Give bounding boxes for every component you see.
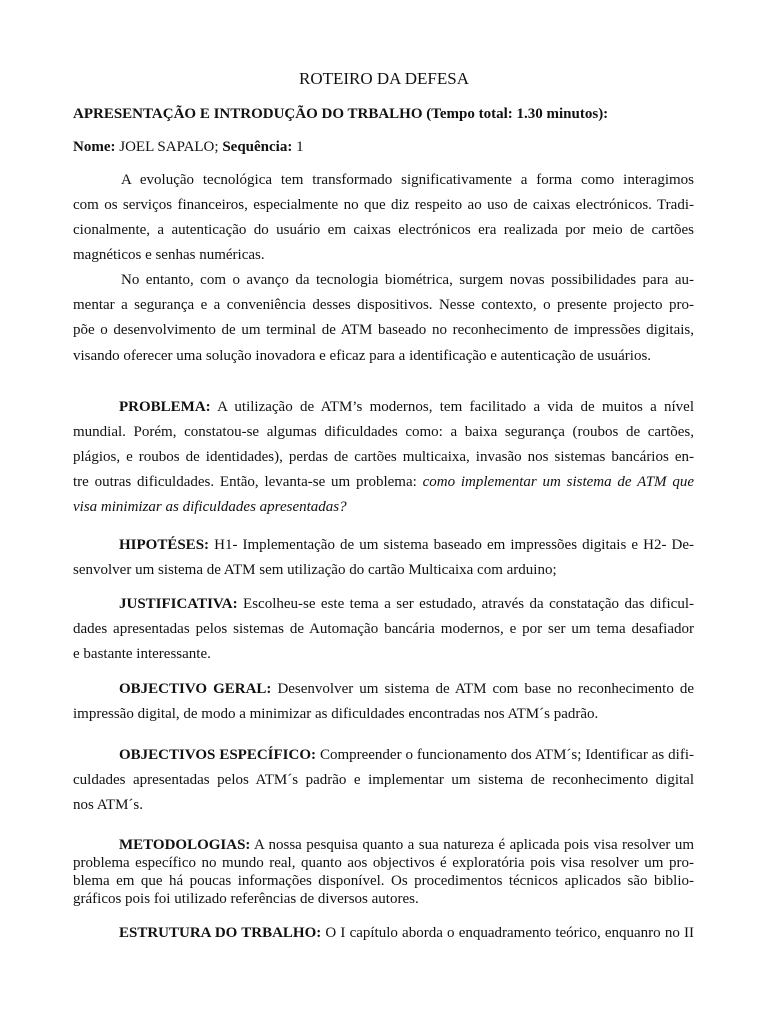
justificativa-line: dades apresentadas pelos sistemas de Automação bancária modernos, e por ser um tema desafiador (73, 621, 694, 637)
intro-p1-line: magnéticos e senhas numéricas. (73, 247, 265, 263)
page-title: ROTEIRO DA DEFESA (298, 69, 469, 88)
metodologias-line: METODOLOGIAS: A nossa pesquisa quanto a sua natureza é aplicada pois visa resolver um (119, 837, 694, 853)
metodologias-line: problema específico no mundo real, quanto aos objectivos é exploratória pois visa resolver um pro- (73, 855, 694, 871)
metodologias-line: gráficos pois foi utilizado referências de diversos autores. (73, 891, 419, 907)
hipoteses-line: HIPOTÉSES: H1- Implementação de um sistema baseado em impressões digitais e H2- De- (119, 537, 694, 553)
intro-p2-line: põe o desenvolvimento de um terminal de ATM baseado no reconhecimento de impressões digitais, (73, 322, 694, 338)
problema-line: mundial. Porém, constatou-se algumas dificuldades como: a baixa segurança (roubos de cartões, (73, 424, 694, 440)
intro-p2-line: visando oferecer uma solução inovadora e eficaz para a identificação e autenticação de usuários. (73, 348, 652, 364)
objectivo-geral-line: impressão digital, de modo a minimizar as dificuldades encontradas nos ATM´s padrão. (73, 706, 599, 722)
section-heading: APRESENTAÇÃO E INTRODUÇÃO DO TRBALHO (Tempo total: 1.30 minutos): (73, 106, 609, 122)
intro-p1-line: A evolução tecnológica tem transformado significativamente a forma como interagimos (121, 172, 694, 188)
hipoteses-line: senvolver um sistema de ATM sem utilização do cartão Multicaixa com arduino; (73, 562, 557, 578)
objectivos-especifico-line: nos ATM´s. (73, 797, 144, 813)
objectivos-especifico-line: culdades apresentadas pelos ATM´s padrão e implementar um sistema de reconhecimento digital (73, 772, 694, 788)
estrutura-line: ESTRUTURA DO TRBALHO: O I capítulo aborda o enquadramento teórico, enquanro no II (119, 925, 694, 941)
intro-p1-line: cionalmente, a autenticação do usuário em caixas electrónicos era realizada por meio de cartões (73, 222, 694, 238)
name-line: Nome: JOEL SAPALO; Sequência: 1 (73, 139, 304, 155)
objectivos-especifico-line: OBJECTIVOS ESPECÍFICO: Compreender o funcionamento dos ATM´s; Identificar as difi- (119, 747, 694, 763)
justificativa-line: e bastante interessante. (73, 646, 211, 662)
metodologias-line: blema em que há poucas informações disponível. Os procedimentos técnicos aplicados são biblio- (73, 873, 694, 889)
objectivo-geral-line: OBJECTIVO GERAL: Desenvolver um sistema de ATM com base no reconhecimento de (119, 681, 695, 697)
problema-line: visa minimizar as dificuldades apresentadas? (73, 499, 347, 515)
problema-line: tre outras dificuldades. Então, levanta-se um problema: como implementar um sistema de ATM que (73, 474, 694, 490)
problema-line: PROBLEMA: A utilização de ATM’s modernos, tem facilitado a vida de muitos a nível (119, 399, 694, 415)
intro-p1-line: com os serviços financeiros, especialmente no que diz respeito ao uso de caixas electrónicos. Tradi- (73, 197, 694, 213)
intro-p2-line: No entanto, com o avanço da tecnologia biométrica, surgem novas possibilidades para au- (121, 272, 694, 288)
justificativa-line: JUSTIFICATIVA: Escolheu-se este tema a ser estudado, através da constatação das dificul- (119, 596, 694, 612)
problema-line: plágios, e roubos de identidades), perdas de cartões multicaixa, invasão nos sistemas bancários en- (73, 449, 694, 465)
intro-p2-line: mentar a segurança e a conveniência desses dispositivos. Nesse contexto, o presente projecto pro- (73, 297, 694, 313)
